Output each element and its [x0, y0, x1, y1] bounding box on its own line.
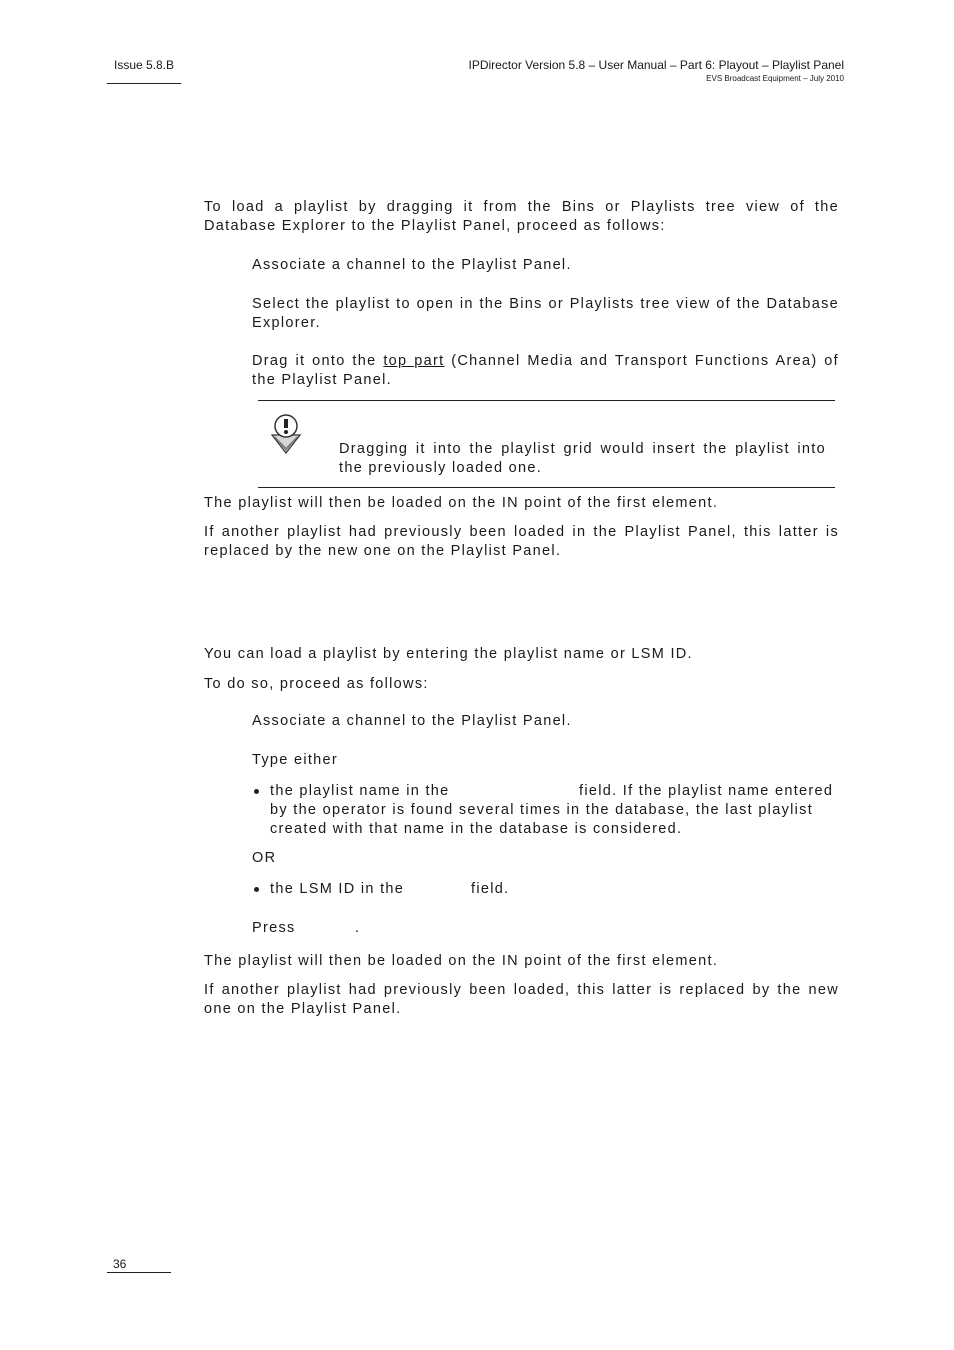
section1-step3: [252, 352, 839, 390]
top-part-link[interactable]: top part: [383, 353, 445, 369]
bullet2-start: the LSM ID in the: [270, 881, 405, 897]
header-rule: [107, 83, 181, 84]
section2-result1: The playlist will then be loaded on the IN point of the first element.: [204, 953, 719, 969]
or-label: OR: [252, 850, 277, 866]
bullet-dot: [254, 887, 259, 892]
step3-text-before: Drag it onto the: [252, 353, 384, 369]
warning-note-icon: [268, 413, 304, 455]
bullet1-start: the playlist name in the: [270, 783, 450, 799]
section1-intro: To load a playlist by dragging it from the Bins or Playlists tree view of the Database Explorer to the Playlist Panel, proceed as follows:: [204, 199, 839, 234]
section2-intro2: To do so, proceed as follows:: [204, 676, 429, 692]
note-bottom-rule: [258, 487, 835, 488]
bullet-dot: [254, 789, 259, 794]
manual-subtitle: EVS Broadcast Equipment – July 2010: [706, 74, 844, 83]
section1-step1: Associate a channel to the Playlist Panel.: [252, 257, 572, 273]
step3-press: Press: [252, 920, 296, 936]
section2-step2: Type either: [252, 752, 339, 768]
note-top-rule: [258, 400, 835, 401]
step3-period: .: [355, 920, 361, 936]
section2-result2: If another playlist had previously been loaded, this latter is replaced by the new one on the Playlist Panel.: [204, 982, 839, 1017]
section2-intro1: You can load a playlist by entering the playlist name or LSM ID.: [204, 646, 693, 662]
section2-step1: Associate a channel to the Playlist Panel.: [252, 713, 572, 729]
footer-rule: [107, 1272, 171, 1273]
note-text: Dragging it into the playlist grid would insert the playlist into the previously loaded one.: [339, 441, 826, 476]
manual-title: IPDirector Version 5.8 – User Manual – Part 6: Playout – Playlist Panel: [468, 58, 844, 72]
step3-text-after: (Channel Media and Transport Functions Area) of the Playlist Panel.: [252, 353, 839, 388]
section1-result1: The playlist will then be loaded on the IN point of the first element.: [204, 495, 719, 511]
bullet2-end: field.: [471, 881, 510, 897]
bullet1-text: field. If the playlist name entered by the operator is found several times in the database, the last playlist created with that name in the database is considered.: [270, 783, 834, 837]
section1-step2: Select the playlist to open in the Bins or Playlists tree view of the Database Explorer.: [252, 296, 839, 331]
bullet1-rest: [270, 782, 839, 839]
issue-label: Issue 5.8.B: [114, 58, 175, 72]
section1-result2: If another playlist had previously been loaded in the Playlist Panel, this latter is replaced by the new one on the Playlist Panel.: [204, 524, 839, 559]
page-number: 36: [113, 1257, 127, 1271]
